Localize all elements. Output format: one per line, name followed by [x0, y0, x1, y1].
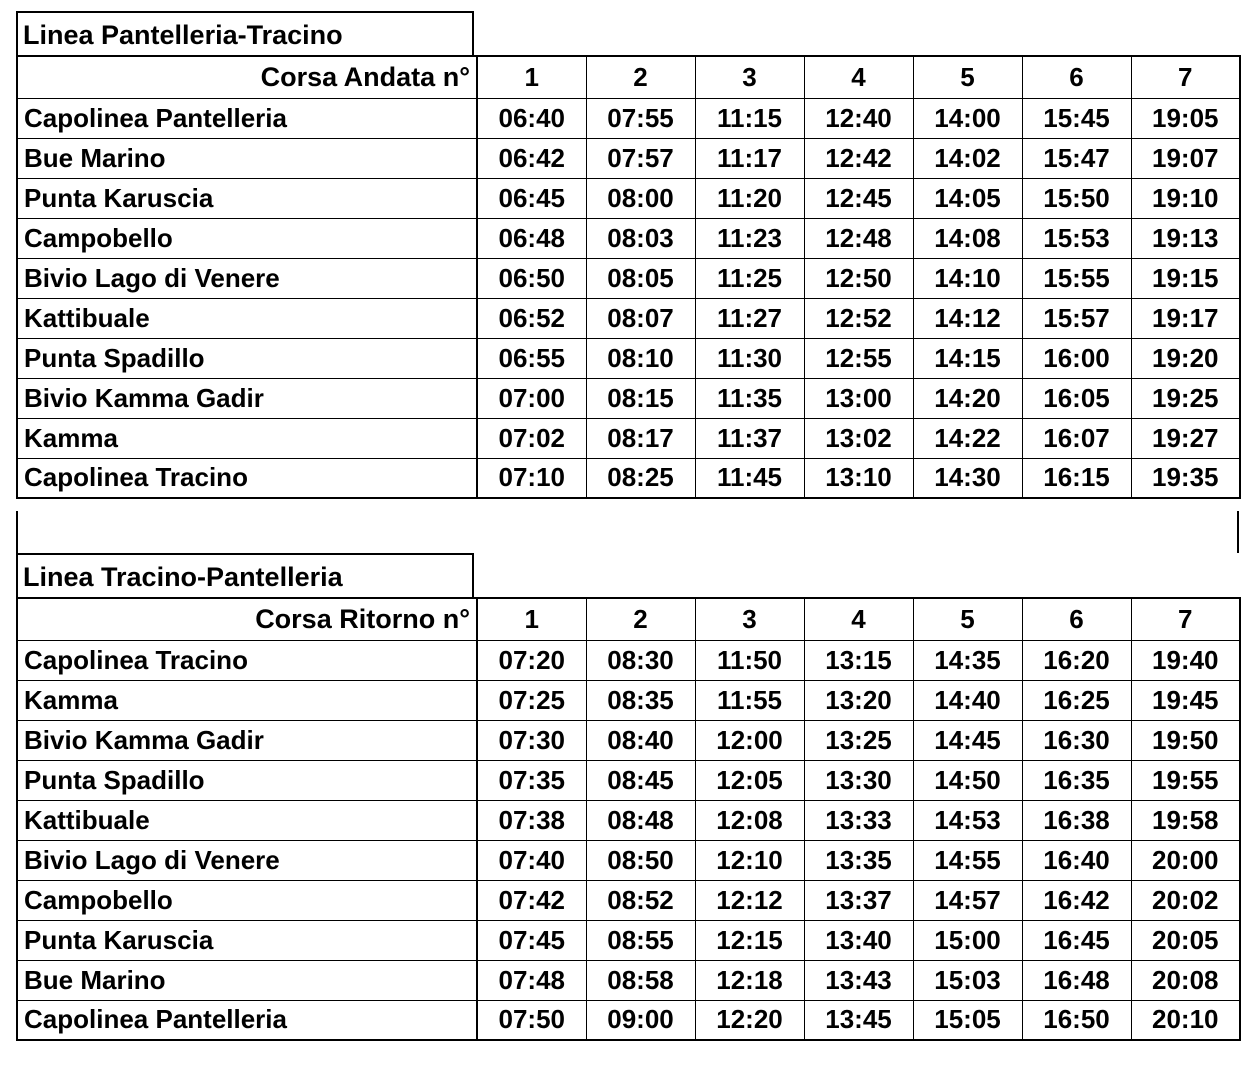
run-number: 6 [1022, 598, 1131, 640]
run-number: 1 [477, 56, 586, 98]
table-row [17, 218, 1240, 258]
departure-time: 19:10 [1131, 178, 1240, 218]
departure-time: 12:42 [804, 138, 913, 178]
departure-time: 13:02 [804, 418, 913, 458]
departure-time: 06:50 [477, 258, 586, 298]
departure-time: 15:55 [1022, 258, 1131, 298]
stop-name: Capolinea Pantelleria [17, 98, 477, 138]
departure-time: 11:20 [695, 178, 804, 218]
departure-time: 15:57 [1022, 298, 1131, 338]
departure-time: 15:00 [913, 920, 1022, 960]
departure-time: 16:30 [1022, 720, 1131, 760]
departure-time: 11:17 [695, 138, 804, 178]
departure-time: 16:07 [1022, 418, 1131, 458]
run-number: 5 [913, 56, 1022, 98]
departure-time: 08:30 [586, 640, 695, 680]
departure-time: 07:42 [477, 880, 586, 920]
stop-name: Punta Karuscia [17, 920, 477, 960]
departure-time: 16:35 [1022, 760, 1131, 800]
stop-name: Campobello [17, 880, 477, 920]
stop-name: Punta Spadillo [17, 760, 477, 800]
departure-time: 19:05 [1131, 98, 1240, 138]
departure-time: 13:10 [804, 458, 913, 498]
departure-time: 12:18 [695, 960, 804, 1000]
departure-time: 19:55 [1131, 760, 1240, 800]
departure-time: 15:53 [1022, 218, 1131, 258]
departure-time: 08:05 [586, 258, 695, 298]
table-row [17, 880, 1240, 920]
departure-time: 06:48 [477, 218, 586, 258]
run-number: 4 [804, 598, 913, 640]
departure-time: 11:37 [695, 418, 804, 458]
departure-time: 08:15 [586, 378, 695, 418]
table-row [17, 680, 1240, 720]
departure-time: 15:47 [1022, 138, 1131, 178]
departure-time: 19:45 [1131, 680, 1240, 720]
departure-time: 14:30 [913, 458, 1022, 498]
departure-time: 06:55 [477, 338, 586, 378]
departure-time: 13:30 [804, 760, 913, 800]
departure-time: 19:25 [1131, 378, 1240, 418]
stop-name: Punta Karuscia [17, 178, 477, 218]
departure-time: 14:55 [913, 840, 1022, 880]
departure-time: 09:00 [586, 1000, 695, 1040]
departure-time: 14:22 [913, 418, 1022, 458]
departure-time: 11:50 [695, 640, 804, 680]
departure-time: 07:38 [477, 800, 586, 840]
table-row [17, 760, 1240, 800]
departure-time: 12:08 [695, 800, 804, 840]
run-number: 5 [913, 598, 1022, 640]
departure-time: 16:20 [1022, 640, 1131, 680]
departure-time: 07:40 [477, 840, 586, 880]
departure-time: 14:35 [913, 640, 1022, 680]
run-label: Corsa Ritorno n° [17, 598, 477, 640]
departure-time: 15:03 [913, 960, 1022, 1000]
departure-time: 08:10 [586, 338, 695, 378]
departure-time: 07:35 [477, 760, 586, 800]
departure-time: 20:10 [1131, 1000, 1240, 1040]
departure-time: 06:45 [477, 178, 586, 218]
departure-time: 13:37 [804, 880, 913, 920]
departure-time: 06:40 [477, 98, 586, 138]
line-title: Linea Tracino-Pantelleria [16, 553, 474, 597]
run-number: 3 [695, 56, 804, 98]
table-row [17, 960, 1240, 1000]
stop-name: Bivio Kamma Gadir [17, 378, 477, 418]
header-row [17, 56, 1240, 98]
departure-time: 19:07 [1131, 138, 1240, 178]
departure-time: 19:35 [1131, 458, 1240, 498]
departure-time: 06:42 [477, 138, 586, 178]
run-number: 2 [586, 56, 695, 98]
departure-time: 16:45 [1022, 920, 1131, 960]
departure-time: 14:20 [913, 378, 1022, 418]
outbound-timetable [16, 11, 1241, 499]
departure-time: 20:08 [1131, 960, 1240, 1000]
departure-time: 08:58 [586, 960, 695, 1000]
departure-time: 16:00 [1022, 338, 1131, 378]
departure-time: 08:17 [586, 418, 695, 458]
departure-time: 11:30 [695, 338, 804, 378]
stop-name: Bue Marino [17, 138, 477, 178]
run-number: 6 [1022, 56, 1131, 98]
departure-time: 12:20 [695, 1000, 804, 1040]
departure-time: 12:15 [695, 920, 804, 960]
departure-time: 19:17 [1131, 298, 1240, 338]
table-row [17, 640, 1240, 680]
departure-time: 16:40 [1022, 840, 1131, 880]
departure-time: 07:10 [477, 458, 586, 498]
departure-time: 11:35 [695, 378, 804, 418]
departure-time: 12:40 [804, 98, 913, 138]
departure-time: 08:07 [586, 298, 695, 338]
departure-time: 13:25 [804, 720, 913, 760]
departure-time: 06:52 [477, 298, 586, 338]
table-row [17, 920, 1240, 960]
departure-time: 14:00 [913, 98, 1022, 138]
departure-time: 20:05 [1131, 920, 1240, 960]
departure-time: 15:50 [1022, 178, 1131, 218]
departure-time: 12:45 [804, 178, 913, 218]
departure-time: 07:48 [477, 960, 586, 1000]
departure-time: 08:50 [586, 840, 695, 880]
departure-time: 16:38 [1022, 800, 1131, 840]
departure-time: 19:27 [1131, 418, 1240, 458]
departure-time: 13:43 [804, 960, 913, 1000]
departure-time: 08:48 [586, 800, 695, 840]
departure-time: 13:00 [804, 378, 913, 418]
departure-time: 07:00 [477, 378, 586, 418]
departure-time: 07:25 [477, 680, 586, 720]
departure-time: 16:42 [1022, 880, 1131, 920]
departure-time: 12:48 [804, 218, 913, 258]
departure-time: 14:05 [913, 178, 1022, 218]
departure-time: 08:52 [586, 880, 695, 920]
stop-name: Bue Marino [17, 960, 477, 1000]
departure-time: 11:27 [695, 298, 804, 338]
departure-time: 13:40 [804, 920, 913, 960]
departure-time: 14:12 [913, 298, 1022, 338]
departure-time: 12:10 [695, 840, 804, 880]
departure-time: 07:57 [586, 138, 695, 178]
departure-time: 07:50 [477, 1000, 586, 1040]
departure-time: 12:12 [695, 880, 804, 920]
departure-time: 12:50 [804, 258, 913, 298]
run-number: 7 [1131, 598, 1240, 640]
stop-name: Kattibuale [17, 800, 477, 840]
departure-time: 11:23 [695, 218, 804, 258]
departure-time: 14:08 [913, 218, 1022, 258]
departure-time: 07:30 [477, 720, 586, 760]
departure-time: 15:45 [1022, 98, 1131, 138]
run-number: 3 [695, 598, 804, 640]
table-row [17, 298, 1240, 338]
departure-time: 14:02 [913, 138, 1022, 178]
departure-time: 08:35 [586, 680, 695, 720]
departure-time: 14:10 [913, 258, 1022, 298]
departure-time: 11:15 [695, 98, 804, 138]
departure-time: 19:58 [1131, 800, 1240, 840]
table-row [17, 800, 1240, 840]
stop-name: Kamma [17, 418, 477, 458]
departure-time: 12:52 [804, 298, 913, 338]
departure-time: 13:35 [804, 840, 913, 880]
table-row [17, 720, 1240, 760]
departure-time: 16:48 [1022, 960, 1131, 1000]
departure-time: 12:05 [695, 760, 804, 800]
departure-time: 08:00 [586, 178, 695, 218]
departure-time: 14:15 [913, 338, 1022, 378]
departure-time: 14:53 [913, 800, 1022, 840]
departure-time: 11:55 [695, 680, 804, 720]
section-spacer [16, 511, 1239, 553]
departure-time: 08:03 [586, 218, 695, 258]
departure-time: 14:50 [913, 760, 1022, 800]
departure-time: 12:00 [695, 720, 804, 760]
departure-time: 07:45 [477, 920, 586, 960]
departure-time: 14:57 [913, 880, 1022, 920]
table-row [17, 840, 1240, 880]
departure-time: 08:55 [586, 920, 695, 960]
table-row [17, 178, 1240, 218]
departure-time: 14:40 [913, 680, 1022, 720]
stop-name: Capolinea Tracino [17, 458, 477, 498]
run-number: 2 [586, 598, 695, 640]
line-title: Linea Pantelleria-Tracino [16, 11, 474, 55]
run-number: 7 [1131, 56, 1240, 98]
departure-time: 16:05 [1022, 378, 1131, 418]
stop-name: Capolinea Pantelleria [17, 1000, 477, 1040]
departure-time: 19:20 [1131, 338, 1240, 378]
departure-time: 16:25 [1022, 680, 1131, 720]
table-row [17, 458, 1240, 498]
departure-time: 07:02 [477, 418, 586, 458]
stop-name: Campobello [17, 218, 477, 258]
run-number: 1 [477, 598, 586, 640]
departure-time: 19:50 [1131, 720, 1240, 760]
departure-time: 13:15 [804, 640, 913, 680]
departure-time: 19:13 [1131, 218, 1240, 258]
departure-time: 15:05 [913, 1000, 1022, 1040]
stop-name: Bivio Kamma Gadir [17, 720, 477, 760]
departure-time: 13:20 [804, 680, 913, 720]
stop-name: Capolinea Tracino [17, 640, 477, 680]
return-timetable [16, 553, 1241, 1041]
table-row [17, 1000, 1240, 1040]
departure-time: 16:50 [1022, 1000, 1131, 1040]
stop-name: Bivio Lago di Venere [17, 258, 477, 298]
departure-time: 08:25 [586, 458, 695, 498]
departure-time: 20:00 [1131, 840, 1240, 880]
timetable-table [16, 597, 1241, 1041]
departure-time: 12:55 [804, 338, 913, 378]
departure-time: 13:33 [804, 800, 913, 840]
departure-time: 08:40 [586, 720, 695, 760]
departure-time: 07:55 [586, 98, 695, 138]
departure-time: 08:45 [586, 760, 695, 800]
table-row [17, 418, 1240, 458]
departure-time: 13:45 [804, 1000, 913, 1040]
table-row [17, 378, 1240, 418]
departure-time: 14:45 [913, 720, 1022, 760]
departure-time: 11:45 [695, 458, 804, 498]
departure-time: 20:02 [1131, 880, 1240, 920]
departure-time: 19:15 [1131, 258, 1240, 298]
departure-time: 19:40 [1131, 640, 1240, 680]
table-row [17, 258, 1240, 298]
departure-time: 16:15 [1022, 458, 1131, 498]
departure-time: 07:20 [477, 640, 586, 680]
table-row [17, 98, 1240, 138]
header-row [17, 598, 1240, 640]
run-number: 4 [804, 56, 913, 98]
run-label: Corsa Andata n° [17, 56, 477, 98]
stop-name: Bivio Lago di Venere [17, 840, 477, 880]
table-row [17, 138, 1240, 178]
stop-name: Kattibuale [17, 298, 477, 338]
table-row [17, 338, 1240, 378]
departure-time: 11:25 [695, 258, 804, 298]
stop-name: Punta Spadillo [17, 338, 477, 378]
stop-name: Kamma [17, 680, 477, 720]
timetable-table [16, 55, 1241, 499]
